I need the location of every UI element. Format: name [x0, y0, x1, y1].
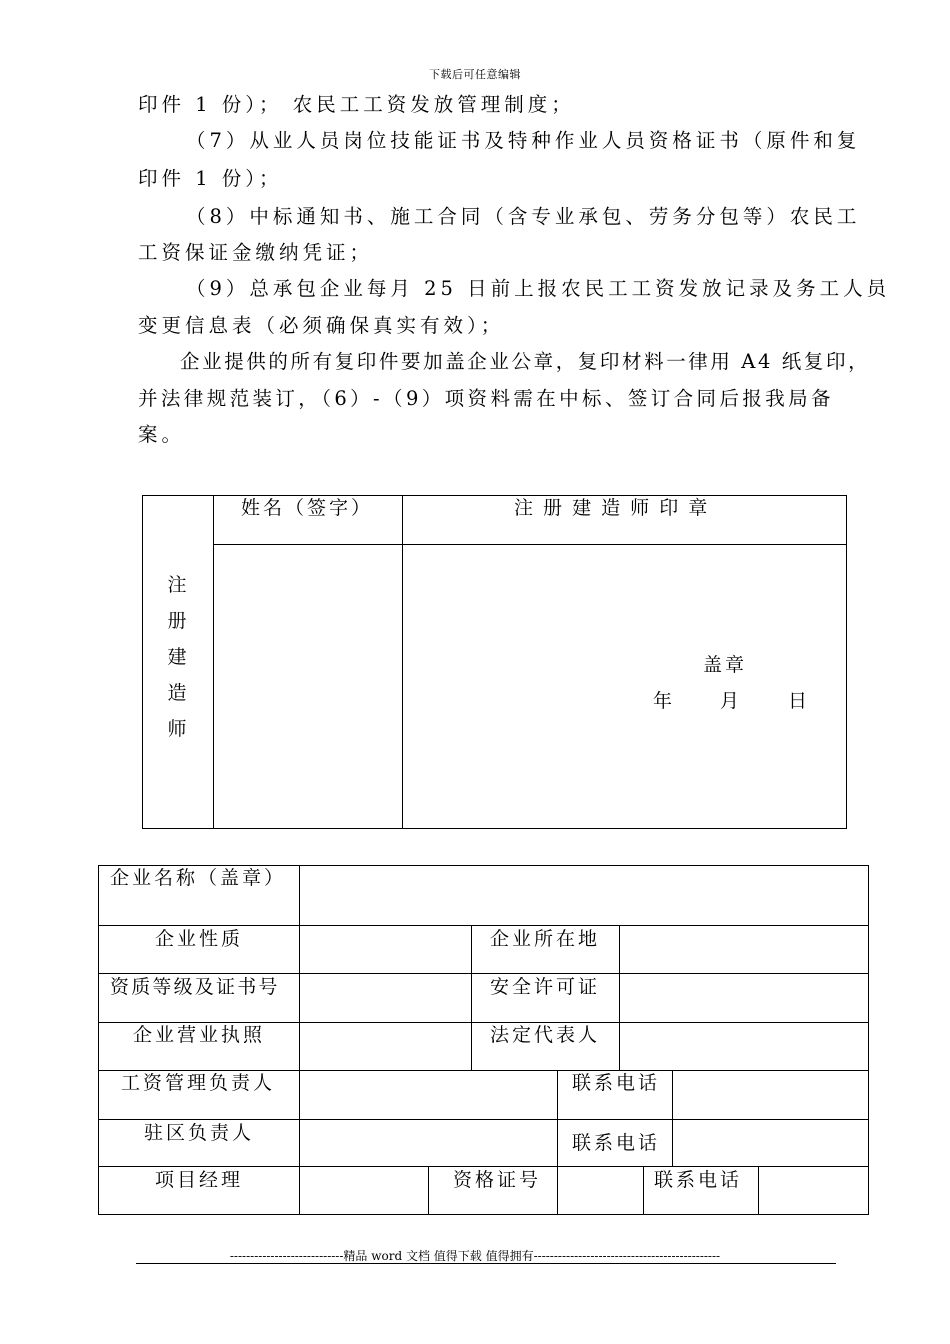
footer-rule: [136, 1263, 836, 1264]
paragraph-line: 印件 1 份）； 农民工工资发放管理制度；: [138, 93, 575, 116]
phone-label-3: 联系电话: [654, 1169, 743, 1191]
legal-rep-label: 法定代表人: [490, 1024, 601, 1046]
project-manager-label: 项目经理: [155, 1169, 244, 1191]
date-year: 年: [653, 690, 676, 712]
paragraph-line: 案。: [138, 423, 186, 446]
paragraph-line: 并法律规范装订，（6）-（9）项资料需在中标、签订合同后报我局备: [138, 387, 834, 410]
phone-label-1: 联系电话: [572, 1072, 661, 1094]
cert-no-label: 资格证号: [453, 1169, 542, 1191]
resident-manager-label: 驻区负责人: [144, 1122, 255, 1144]
safety-permit-label: 安全许可证: [490, 976, 601, 998]
date-month: 月: [720, 690, 743, 712]
header-note: 下载后可任意编辑: [429, 68, 521, 81]
business-license-label: 企业营业执照: [133, 1024, 266, 1046]
paragraph-line: 企业提供的所有复印件要加盖企业公章，复印材料一律用 A4 纸复印，: [180, 350, 871, 373]
name-signature-header: 姓名（签字）: [241, 497, 374, 519]
paragraph-line: 变更信息表（必须确保真实有效）；: [138, 314, 505, 337]
builder-side-label: 注 册 建 造 师: [167, 574, 187, 740]
company-name-label: 企业名称（盖章）: [110, 867, 287, 889]
paragraph-line: （9）总承包企业每月 25 日前上报农民工工资发放记录及务工人员: [186, 277, 891, 300]
phone-label-2: 联系电话: [572, 1132, 661, 1154]
footer-note: ----------------------------精品 word 文档 值得下载 值得拥有----------------------------------------------: [229, 1249, 721, 1263]
company-location-label: 企业所在地: [490, 928, 601, 950]
paragraph-line: 工资保证金缴纳凭证；: [138, 241, 374, 264]
qualification-label: 资质等级及证书号: [110, 976, 280, 998]
seal-text: 盖章: [703, 654, 748, 676]
paragraph-line: （8）中标通知书、施工合同（含专业承包、劳务分包等）农民工: [186, 205, 861, 228]
paragraph-line: 印件 1 份）；: [138, 167, 283, 190]
wage-manager-label: 工资管理负责人: [121, 1072, 276, 1094]
date-day: 日: [788, 690, 811, 712]
company-nature-label: 企业性质: [155, 928, 244, 950]
seal-header: 注 册 建 造 师 印 章: [514, 497, 710, 519]
paragraph-line: （7）从业人员岗位技能证书及特种作业人员资格证书（原件和复: [186, 129, 861, 152]
